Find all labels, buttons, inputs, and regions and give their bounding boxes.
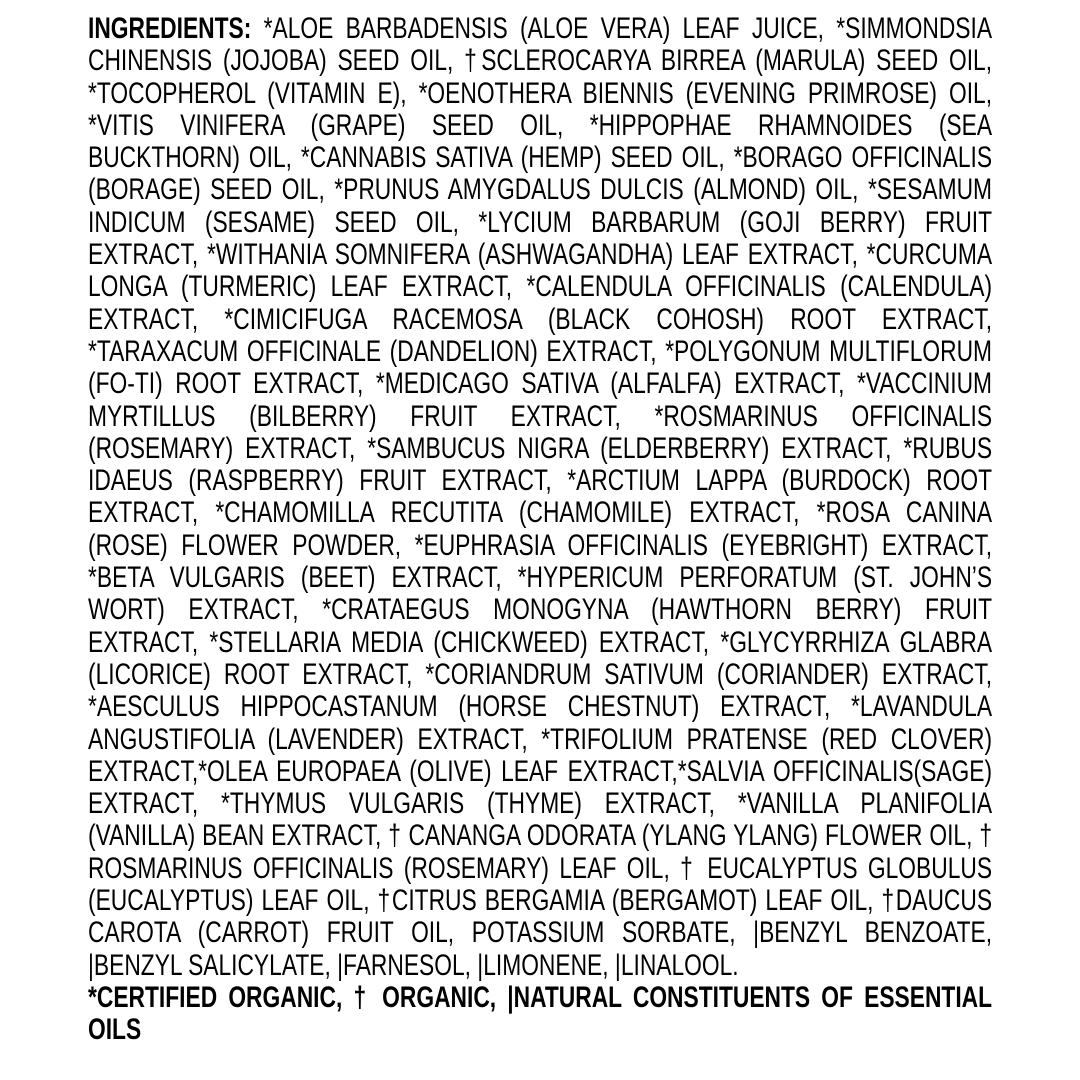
ingredients-paragraph [88,13,992,982]
ingredients-text-block [88,13,992,1047]
ingredients-heading: INGREDIENTS: [88,12,252,45]
ingredients-label [88,13,992,1047]
ingredients-footnote: *CERTIFIED ORGANIC, † ORGANIC, |NATURAL CONSTITUENTS OF ESSENTIAL OILS [88,980,993,1047]
ingredients-list: *ALOE BARBADENSIS (ALOE VERA) LEAF JUICE, *SIMMONDSIA CHINENSIS (JOJOBA) SEED OIL, †SCLEROCARYA BIRREA (MARULA) SEED OIL, *TOCOPHEROL (VITAMIN E), *OENOTHERA BIENNIS (EVENING PRIMROSE) OIL, *VITIS VINIFERA (GRAPE) SEED OIL, *HIPPOPHAE RHAMNOIDES (SEA BUCKTHORN) OIL, *CANNABIS SATIVA (HEMP) SEED OIL, *BORAGO OFFICINALIS (BORAGE) SEED OIL, *PRUNUS AMYGDALUS DULCIS (ALMOND) OIL, *SESAMUM INDICUM (SESAME) SEED OIL, *LYCIUM BARBARUM (GOJI BERRY) FRUIT EXTRACT, *WITHANIA SOMNIFERA (ASHWAGANDHA) LEAF EXTRACT, *CURCUMA LONGA (TURMERIC) LEAF EXTRACT, *CALENDULA OFFICINALIS (CALENDULA) EXTRACT, *CIMICIFUGA RACEMOSA (BLACK COHOSH) ROOT EXTRACT, *TARAXACUM OFFICINALE (DANDELION) EXTRACT, *POLYGONUM MULTIFLORUM (FO-TI) ROOT EXTRACT, *MEDICAGO SATIVA (ALFALFA) EXTRACT, *VACCINIUM MYRTILLUS (BILBERRY) FRUIT EXTRACT, *ROSMARINUS OFFICINALIS (ROSEMARY) EXTRACT, *SAMBUCUS NIGRA (ELDERBERRY) EXTRACT, *RUBUS IDAEUS (RASPBERRY) FRUIT EXTRACT, *ARCTIUM LAPPA (BURDOCK) ROOT EXTRACT, *CHAMOMILLA RECUTITA (CHAMOMILE) EXTRACT, *ROSA CANINA (ROSE) FLOWER POWDER, *EUPHRASIA OFFICINALIS (EYEBRIGHT) EXTRACT, *BETA VULGARIS (BEET) EXTRACT, *HYPERICUM PERFORATUM (ST. JOHN’S WORT) EXTRACT, *CRATAEGUS MONOGYNA (HAWTHORN BERRY) FRUIT EXTRACT, *STELLARIA MEDIA (CHICKWEED) EXTRACT, *GLYCYRRHIZA GLABRA (LICORICE) ROOT EXTRACT, *CORIANDRUM SATIVUM (CORIANDER) EXTRACT, *AESCULUS HIPPOCASTANUM (HORSE CHESTNUT) EXTRACT, *LAVANDULA ANGUSTIFOLIA (LAVENDER) EXTRACT, *TRIFOLIUM PRATENSE (RED CLOVER) EXTRACT,*OLEA EUROPAEA (OLIVE) LEAF EXTRACT,*SALVIA OFFICINALIS(SAGE) EXTRACT, *THYMUS VULGARIS (THYME) EXTRACT, *VANILLA PLANIFOLIA (VANILLA) BEAN EXTRACT, † CANANGA ODORATA (YLANG YLANG) FLOWER OIL, † ROSMARINUS OFFICINALIS (ROSEMARY) LEAF OIL, † EUCALYPTUS GLOBULUS (EUCALYPTUS) LEAF OIL, †CITRUS BERGAMIA (BERGAMOT) LEAF OIL, †DAUCUS CAROTA (CARROT) FRUIT OIL, POTASSIUM SORBATE, |BENZYL BENZOATE, |BENZYL SALICYLATE, |FARNESOL, |LIMONENE, |LINALOOL. [88,12,993,982]
